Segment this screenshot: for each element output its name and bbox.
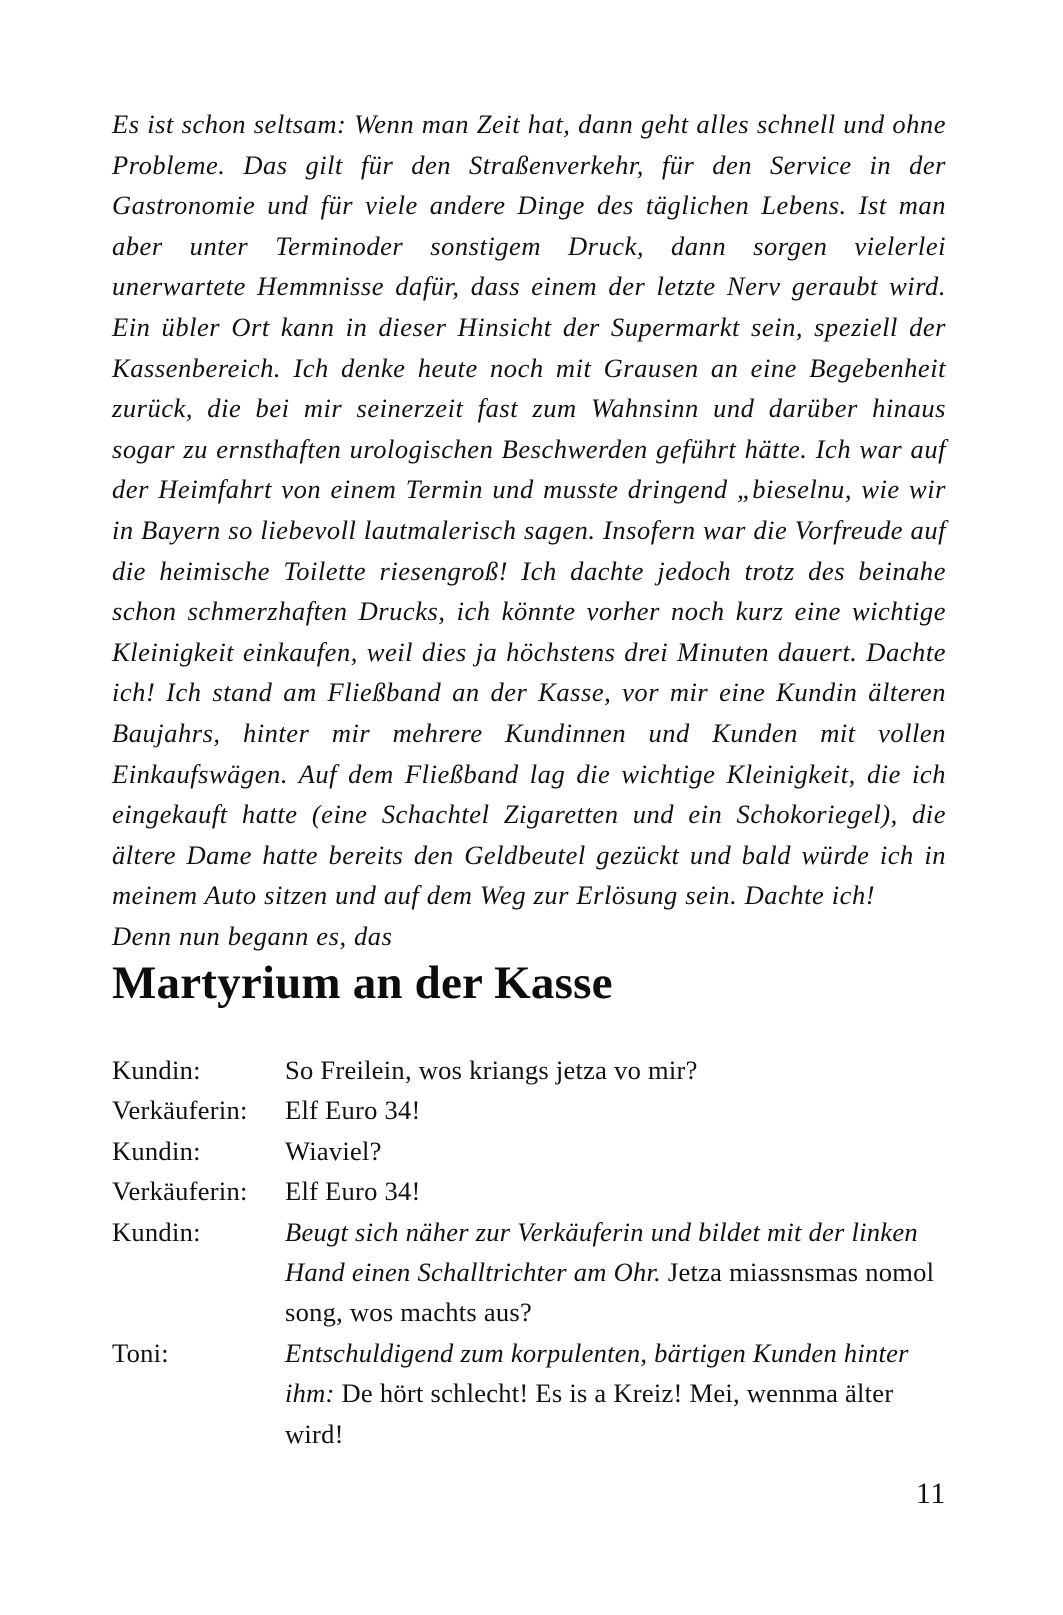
- dialogue-speech: [285, 1333, 946, 1454]
- dialogue-speaker: Verkäuferin:: [112, 1095, 248, 1126]
- dialogue-speech: [285, 1171, 946, 1211]
- chapter-heading: Martyrium an der Kasse: [112, 957, 613, 1009]
- dialogue-block: [112, 1050, 946, 1454]
- dialogue-line: [112, 1050, 946, 1090]
- dialogue-speaker: Verkäuferin:: [112, 1176, 248, 1207]
- dialogue-speech-text: Jetza miassnsmas nomol song, wos machts aus?: [285, 1257, 935, 1328]
- page-number: 11: [915, 1477, 946, 1510]
- dialogue-speaker: Kundin:: [112, 1216, 201, 1247]
- body-paragraph-text: Es ist schon seltsam: Wenn man Zeit hat, dann geht alles schnell und ohne Probleme. Das gilt für den Straßenverkehr, für den Service in der Gastronomie und für viele andere Dinge des täglichen Lebens. Ist man aber unter Terminoder sonstigem Druck, dann sorgen vielerlei unerwartete Hemmnisse dafür, dass einem der letzte Nerv geraubt wird. Ein übler Ort kann in dieser Hinsicht der Supermarkt sein, speziell der Kassenbereich. Ich denke heute noch mit Grausen an eine Begebenheit zurück, die bei mir seinerzeit fast zum Wahnsinn und darüber hinaus sogar zu ernsthaften urologischen Beschwerden geführt hätte. Ich war auf der Heimfahrt von einem Termin und musste dringend „bieselnu, wie wir in Bayern so liebevoll lautmalerisch sagen. Insofern war die Vorfreude auf die heimische Toilette riesengroß! Ich dachte jedoch trotz des beinahe schon schmerzhaften Drucks, ich könnte vorher noch kurz eine wichtige Kleinigkeit einkaufen, weil dies ja höchstens drei Minuten dauert. Dachte ich! Ich stand am Fließband an der Kasse, vor mir eine Kundin älteren Baujahrs, hinter mir mehrere Kundinnen und Kunden mit vollen Einkaufswägen. Auf dem Fließband lag die wichtige Kleinigkeit, die ich eingekauft hatte (eine Schachtel Zigaretten und ein Schokoriegel), die ältere Dame hatte bereits den Geldbeutel gezückt und bald würde ich in meinem Auto sitzen und auf dem Weg zur Erlösung sein. Dachte ich!: [112, 109, 946, 911]
- dialogue-line: [112, 1333, 946, 1454]
- dialogue-line: [112, 1212, 946, 1333]
- dialogue-speech-text: Elf Euro 34!: [285, 1176, 421, 1207]
- dialogue-speech: [285, 1212, 946, 1333]
- dialogue-speech: [285, 1131, 946, 1171]
- dialogue-speech: [285, 1090, 946, 1130]
- body-text-block: [112, 104, 946, 956]
- dialogue-speech-text: De hört schlecht! Es is a Kreiz! Mei, wennma älter wird!: [285, 1378, 894, 1449]
- stage-direction: Entschuldigend zum korpulenten, bärtigen Kunden hinter ihm:: [285, 1337, 909, 1409]
- dialogue-line: [112, 1131, 946, 1171]
- dialogue-line: [112, 1171, 946, 1211]
- body-paragraph-final-line: Denn nun begann es, das: [112, 920, 393, 951]
- dialogue-speaker: Kundin:: [112, 1055, 201, 1085]
- dialogue-speech: [285, 1050, 946, 1090]
- body-paragraph: [112, 104, 946, 956]
- dialogue-speech-text: Elf Euro 34!: [285, 1095, 421, 1126]
- stage-direction: Beugt sich näher zur Verkäuferin und bildet mit der linken Hand einen Schalltrichter am Ohr.: [285, 1216, 918, 1288]
- dialogue-speaker: Kundin:: [112, 1135, 201, 1166]
- dialogue-speech-text: So Freilein, wos kriangs jetza vo mir?: [285, 1055, 698, 1085]
- dialogue-line: [112, 1090, 946, 1130]
- dialogue-speaker: Toni:: [112, 1337, 169, 1368]
- dialogue-speech-text: Wiaviel?: [285, 1135, 382, 1166]
